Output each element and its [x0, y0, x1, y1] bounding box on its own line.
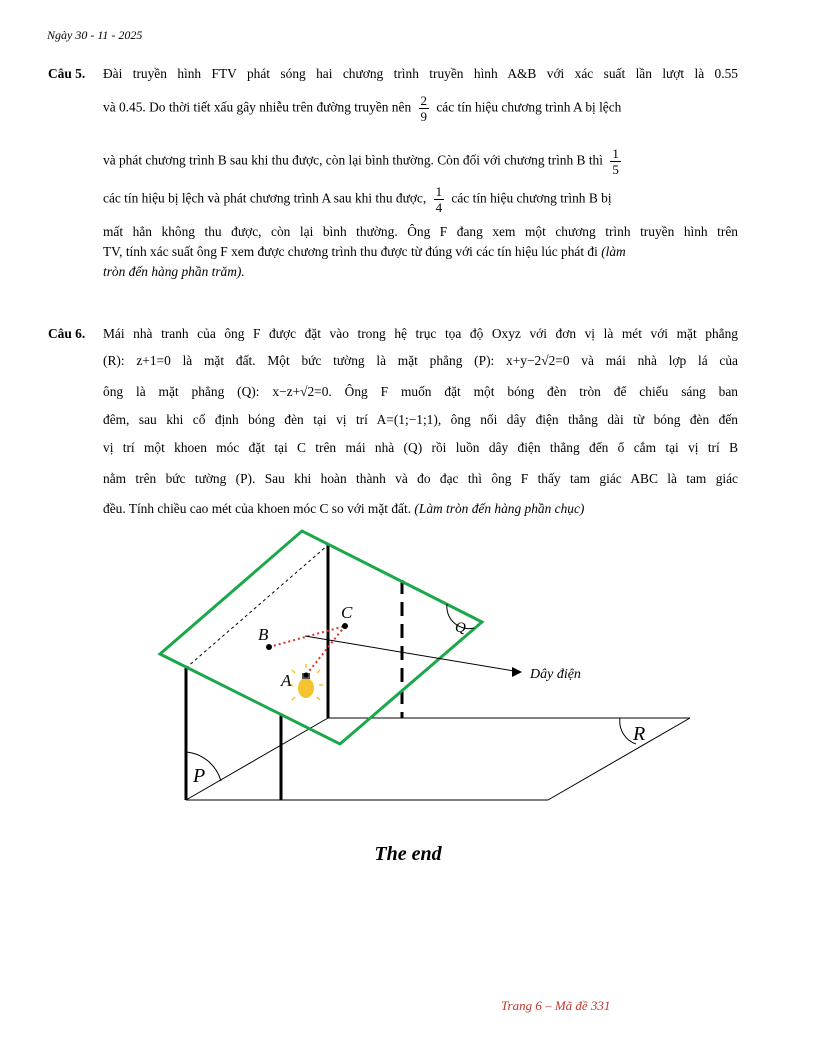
- q5-line-4: [103, 184, 738, 215]
- question-6-label: Câu 6.: [48, 326, 86, 341]
- date-header: Ngày 30 - 11 - 2025: [47, 28, 143, 42]
- end-title: The end: [374, 843, 442, 865]
- q5-line-6b: (làm: [601, 244, 626, 259]
- triangle-abc: [269, 626, 345, 675]
- label-a: A: [281, 671, 292, 690]
- q5-line-6a: TV, tính xác suất ông F xem được chương trình thu được từ đúng với các tín hiệu lúc phát đi: [103, 244, 598, 259]
- q5-line-3: [103, 146, 738, 177]
- label-r: R: [633, 723, 646, 745]
- q6-line-7a: đều. Tính chiều cao mét của khoen móc C so với mặt đất.: [103, 501, 412, 516]
- point-c: [342, 623, 348, 629]
- q6-line-6: nằm trên bức tường (P). Sau khi hoàn thành và đo đạc thì ông F thấy tam giác ABC là tam giác: [103, 471, 738, 486]
- ground-plane-r: [186, 718, 690, 800]
- point-b: [266, 644, 272, 650]
- wire-label: Dây điện: [530, 667, 581, 682]
- label-q: Q: [455, 620, 466, 636]
- light-bulb-icon: [289, 664, 323, 700]
- wire-arrowhead: [512, 667, 522, 677]
- q6-line-7: [103, 501, 738, 517]
- question-5-label: Câu 5.: [48, 66, 86, 81]
- q6-line-4: đêm, sau khi cố định bóng đèn tại vị trí A=(1;−1;1), ông nối dây điện thẳng dài từ bóng đèn đến: [103, 412, 738, 427]
- roof-plane-q: [160, 531, 482, 744]
- q5-line-3a: và phát chương trình B sau khi thu được, còn lại bình thường. Còn đối với chương trình B thì: [103, 152, 603, 168]
- q5-line-2b: các tín hiệu chương trình A bị lệch: [436, 99, 622, 115]
- q6-line-1: Mái nhà tranh của ông F được đặt vào trong hệ trục tọa độ Oxyz với đơn vị là mét với mặt phẳng: [103, 326, 738, 341]
- label-c: C: [341, 603, 353, 622]
- fraction-1-4: $\frac{1}{4}$: [435, 184, 443, 215]
- q5-line-2a: và 0.45. Do thời tiết xấu gây nhiễu trên đường truyền nên: [103, 99, 412, 115]
- q5-line-5: mất hẳn không thu được, còn lại bình thường. Ông F đang xem một chương trình truyền hình trên: [103, 224, 738, 239]
- q6-line-5: vị trí một khoen móc đặt tại C trên mái nhà (Q) rồi luồn dây điện thẳng đến ổ cắm tại vị trí B: [103, 440, 738, 455]
- wall-plane-p: [186, 545, 328, 800]
- page-footer: Trang 6 – Mã đề 331: [501, 998, 611, 1013]
- fraction-2-9: $\frac{2}{9}$: [420, 93, 427, 124]
- q6-line-3: ông là mặt phẳng (Q): x−z+√2=0. Ông F muốn đặt một bóng đèn tròn để chiếu sáng ban: [103, 384, 738, 399]
- fraction-1-5: $\frac{1}{5}$: [612, 146, 619, 177]
- question-6: [48, 326, 738, 526]
- q5-line-4b: các tín hiệu chương trình B bị: [451, 190, 612, 206]
- q5-line-1: Đài truyền hình FTV phát sóng hai chương trình truyền hình A&B với xác suất lần lượt là 0.55: [103, 66, 738, 81]
- wire-pointer-line: [305, 636, 520, 672]
- q5-line-2: [103, 93, 738, 124]
- q6-line-2: (R): z+1=0 là mặt đất. Một bức tường là mặt phẳng (P): x+y−2√2=0 và mái nhà lợp lá của: [103, 353, 738, 368]
- q5-line-6: [103, 244, 738, 260]
- q6-line-7b: (Làm tròn đến hàng phần chục): [414, 501, 585, 516]
- q5-line-4a: các tín hiệu bị lệch và phát chương trình A sau khi thu được,: [103, 190, 427, 206]
- label-b: B: [258, 625, 269, 644]
- roof-wall-diagram: [150, 525, 710, 810]
- question-5: [48, 66, 738, 286]
- label-p: P: [193, 765, 206, 787]
- q5-line-7: tròn đến hàng phần trăm).: [103, 264, 245, 279]
- dashed-edge: [186, 545, 328, 668]
